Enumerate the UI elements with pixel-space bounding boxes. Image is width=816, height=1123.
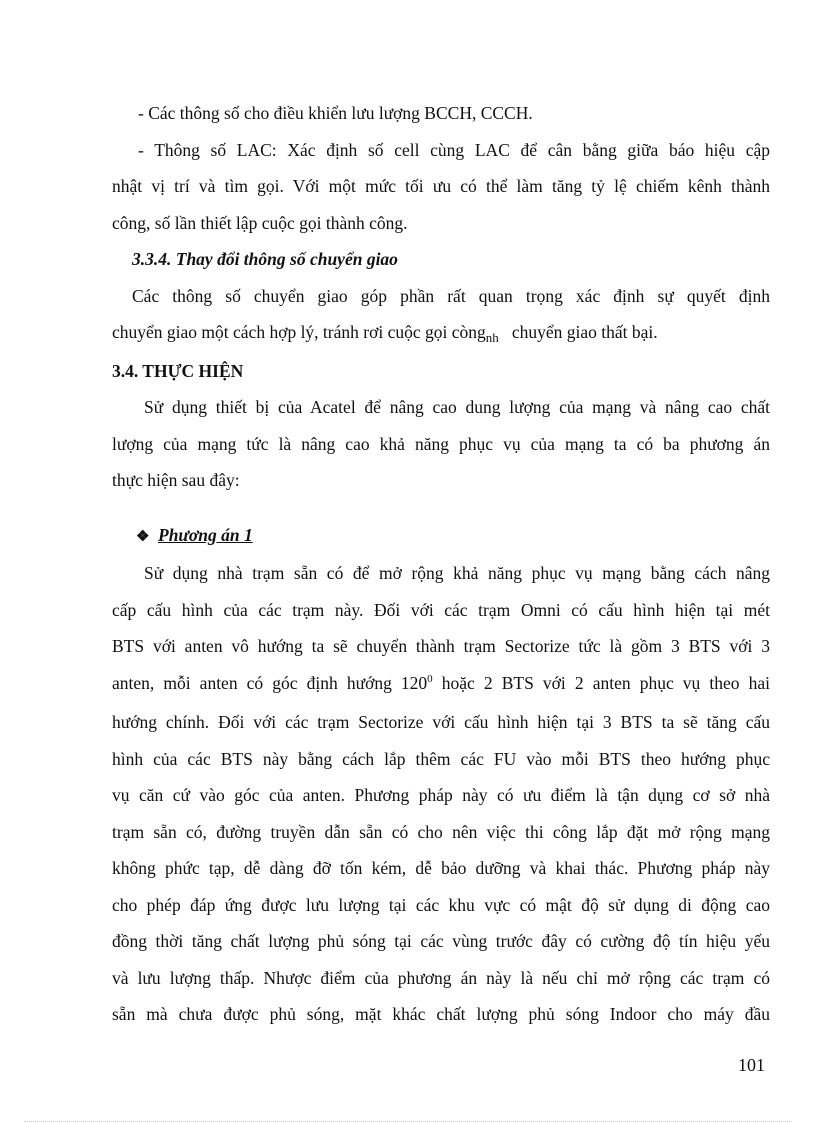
section-heading-3-4: 3.4. THỰC HIỆN — [112, 360, 244, 381]
page-number: 101 — [738, 1055, 765, 1075]
footer-divider — [24, 1121, 792, 1122]
text-line: hướng chính. Đối với các trạm Sectorize với cấu hình hiện tại 3 BTS ta sẽ tăng cấu — [112, 712, 770, 732]
text-line — [112, 665, 770, 705]
option-heading — [112, 517, 770, 556]
text-line: cho phép đáp ứng được lưu lượng tại các khu vực có mật độ sử dụng di động cao — [112, 894, 770, 915]
page-content — [112, 95, 770, 1033]
text-line: nhật vị trí và tìm gọi. Với một mức tối ưu có thể làm tăng tỷ lệ chiếm kênh thành — [112, 176, 770, 196]
text-line: Sử dụng thiết bị của Acatel để nâng cao dung lượng của mạng và nâng cao chất — [144, 397, 770, 417]
text-fragment: chuyển giao một cách hợp lý, tránh rơi cuộc gọi còng — [112, 322, 486, 342]
text-line: đồng thời tăng chất lượng phủ sóng tại các vùng trước đây có cường độ tín hiệu yếu — [112, 931, 770, 951]
text-line: Các thông số chuyển giao góp phần rất quan trọng xác định sự quyết định — [132, 285, 770, 306]
text-line: Sử dụng nhà trạm sẵn có để mở rộng khả năng phục vụ mạng bằng cách nâng — [144, 563, 770, 583]
text-line: không phức tạp, dễ dàng đỡ tốn kém, dễ bảo dưỡng và khai thác. Phương pháp này — [112, 858, 770, 878]
text-line: cấp cấu hình của các trạm này. Đối với các trạm Omni có cấu hình hiện tại mét — [112, 599, 770, 620]
text-line: thực hiện sau đây: — [112, 470, 240, 490]
text-line: - Thông số LAC: Xác định số cell cùng LAC để cân bằng giữa báo hiệu cập — [138, 139, 770, 160]
text-line: vụ căn cứ vào góc của anten. Phương pháp này có ưu điểm là tận dụng cơ sở nhà — [112, 785, 770, 805]
text-line: lượng của mạng tức là nâng cao khả năng phục vụ của mạng ta có ba phương án — [112, 433, 770, 454]
text-fragment: chuyển giao thất bại. — [511, 322, 658, 342]
superscript-degree: 0 — [427, 672, 433, 685]
text-line: - Các thông số cho điều khiển lưu lượng BCCH, CCCH. — [138, 103, 533, 123]
section-heading-3-3-4: 3.3.4. Thay đổi thông số chuyển giao — [132, 249, 398, 269]
diamond-bullet-icon: ❖ — [136, 528, 150, 545]
subscript-text: nh — [485, 330, 499, 345]
text-line: BTS với anten vô hướng ta sẽ chuyển thành trạm Sectorize tức là gồm 3 BTS với 3 — [112, 636, 770, 656]
text-line: hình của các BTS này bằng cách lắp thêm các FU vào mỗi BTS theo hướng phục — [112, 748, 770, 769]
text-line: và lưu lượng thấp. Nhược điểm của phương án này là nếu chỉ mở rộng các trạm có — [112, 967, 770, 988]
spacer — [112, 499, 770, 517]
text-line — [112, 314, 770, 353]
text-line: công, số lần thiết lập cuộc gọi thành công. — [112, 212, 408, 233]
text-fragment: hoặc 2 BTS với 2 anten phục vụ theo hai — [432, 672, 771, 693]
text-line: trạm sẵn có, đường truyền dẫn sẵn có cho nên việc thi công lắp đặt mở rộng mạng — [112, 821, 770, 842]
option-title: Phương án 1 — [158, 524, 253, 545]
text-line: sẵn mà chưa được phủ sóng, mặt khác chất lượng phủ sóng Indoor cho máy đầu — [112, 1004, 770, 1024]
text-fragment: anten, mỗi anten có góc định hướng 120 — [112, 672, 428, 693]
